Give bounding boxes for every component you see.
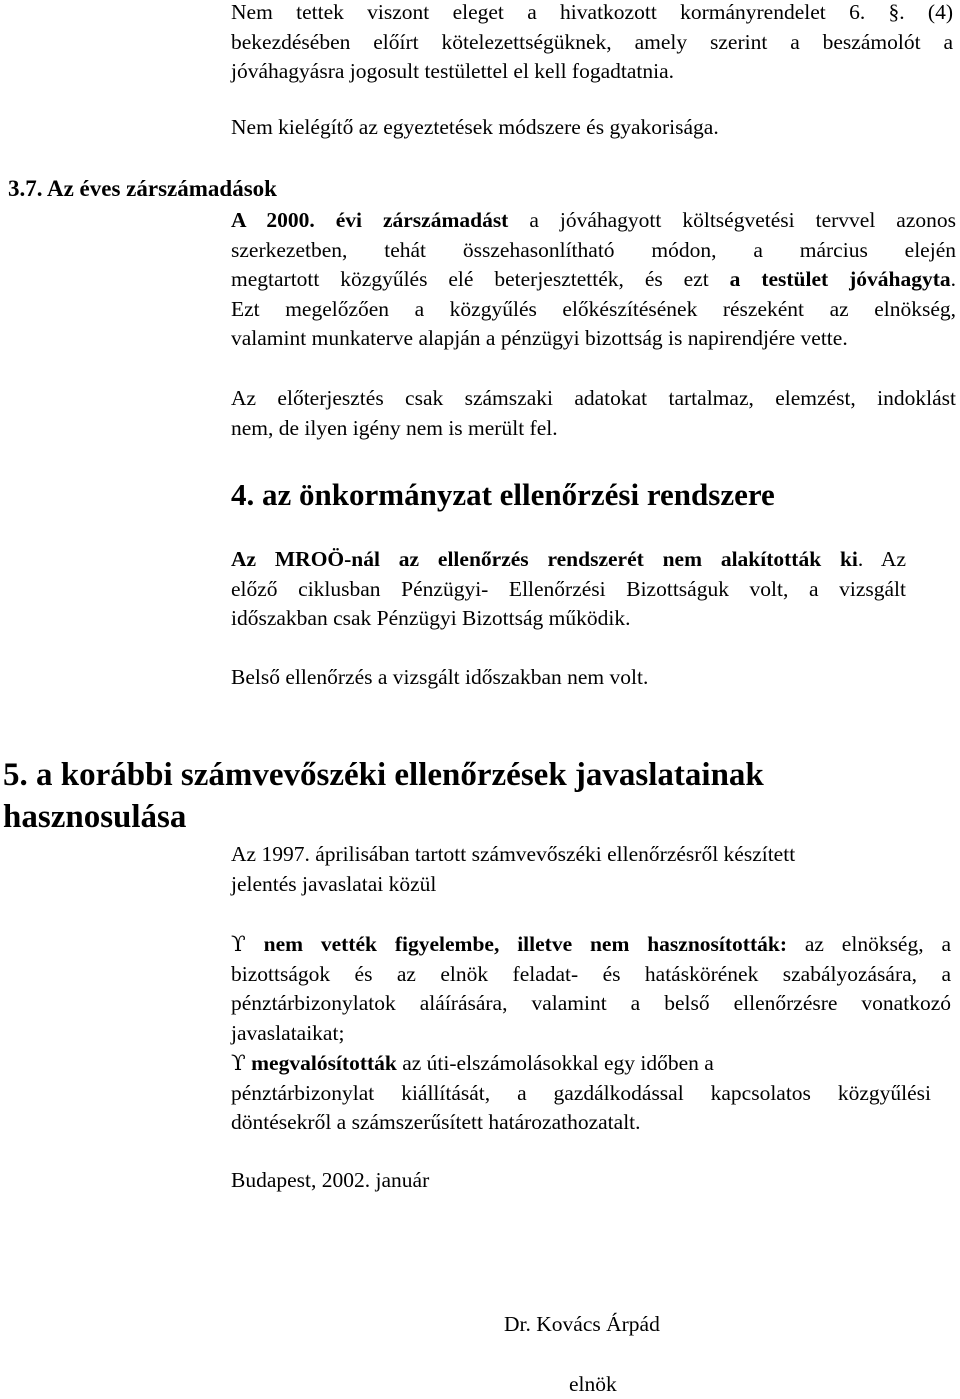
bullet-implemented [231, 1049, 931, 1138]
text-line: Ezt megelőzően a közgyűlés előkészítésének részeként az elnökség, [231, 296, 956, 321]
bullet-not-implemented [231, 930, 951, 1048]
section-3-7-heading: 3.7. Az éves zárszámadások [8, 176, 277, 201]
text-line: szerkezetben, tehát összehasonlítható módon, a március elején [231, 237, 956, 262]
text-line: megtartott közgyűlés elé beterjesztették, és ezt a testület jóváhagyta. [231, 267, 957, 291]
text-line: időszakban csak Pénzügyi Bizottság működik. [231, 606, 631, 630]
text-line: nem, de ilyen igény nem is merült fel. [231, 415, 558, 440]
text-line: ϒ nem vették figyelembe, illetve nem hasznosították: az elnökség, a [231, 932, 951, 957]
text-line: valamint munkaterve alapján a pénzügyi bizottság is napirendjére vette. [231, 326, 848, 350]
text-line: jóváhagyásra jogosult testülettel el kell fogadtatnia. [231, 59, 675, 83]
text-line: ϒ megvalósították az úti-elszámolásokkal egy időben a [231, 1051, 714, 1076]
intro-paragraph [231, 0, 953, 87]
coordination-remark: Nem kielégítő az egyeztetések módszere és gyakorisága. [231, 115, 719, 139]
text-line: A 2000. évi zárszámadást a jóváhagyott költségvetési tervvel azonos [231, 208, 956, 232]
signer-title: elnök [569, 1372, 617, 1396]
control-system-paragraph [231, 545, 906, 634]
text-line: pénztárbizonylatok aláírására, valamint a belső ellenőrzésre vonatkozó [231, 991, 951, 1015]
section-4-heading: 4. az önkormányzat ellenőrzési rendszere [231, 477, 775, 512]
text-line: Az előterjesztés csak számszaki adatokat tartalmaz, elemzést, indoklást [231, 386, 956, 410]
recommendations-intro: Az 1997. áprilisában tartott számvevőszéki ellenőrzésről készített jelentés javaslatai közül [231, 842, 796, 896]
place-and-date: Budapest, 2002. január [231, 1168, 430, 1192]
text-line: pénztárbizonylat kiállítását, a gazdálkodással kapcsolatos közgyűlési [231, 1080, 931, 1105]
text-line: előző ciklusban Pénzügyi- Ellenőrzési Bizottságuk volt, a vizsgált [231, 576, 906, 601]
internal-audit-paragraph: Belső ellenőrzés a vizsgált időszakban nem volt. [231, 665, 649, 689]
bullet-icon: ϒ [231, 1051, 246, 1076]
closing-accounts-paragraph [231, 206, 956, 354]
text-line: javaslataikat; [231, 1020, 345, 1045]
text-line: döntésekről a számszerűsített határozathozatalt. [231, 1110, 641, 1134]
text-line: Az MROÖ-nál az ellenőrzés rendszerét nem alakították ki. Az [231, 547, 906, 571]
text-line: Nem tettek viszont eleget a hivatkozott kormányrendelet 6. §. (4) [231, 0, 953, 24]
bullet-icon: ϒ [231, 932, 246, 957]
text-line: bizottságok és az elnök feladat- és hatáskörének szabályozására, a [231, 961, 951, 986]
text-line: bekezdésében előírt kötelezettségüknek, amely szerint a beszámolót a [231, 29, 953, 54]
section-5-heading: 5. a korábbi számvevőszéki ellenőrzések javaslatainak hasznosulása [3, 757, 764, 835]
submission-paragraph [231, 384, 956, 443]
signer-name: Dr. Kovács Árpád [504, 1312, 660, 1336]
